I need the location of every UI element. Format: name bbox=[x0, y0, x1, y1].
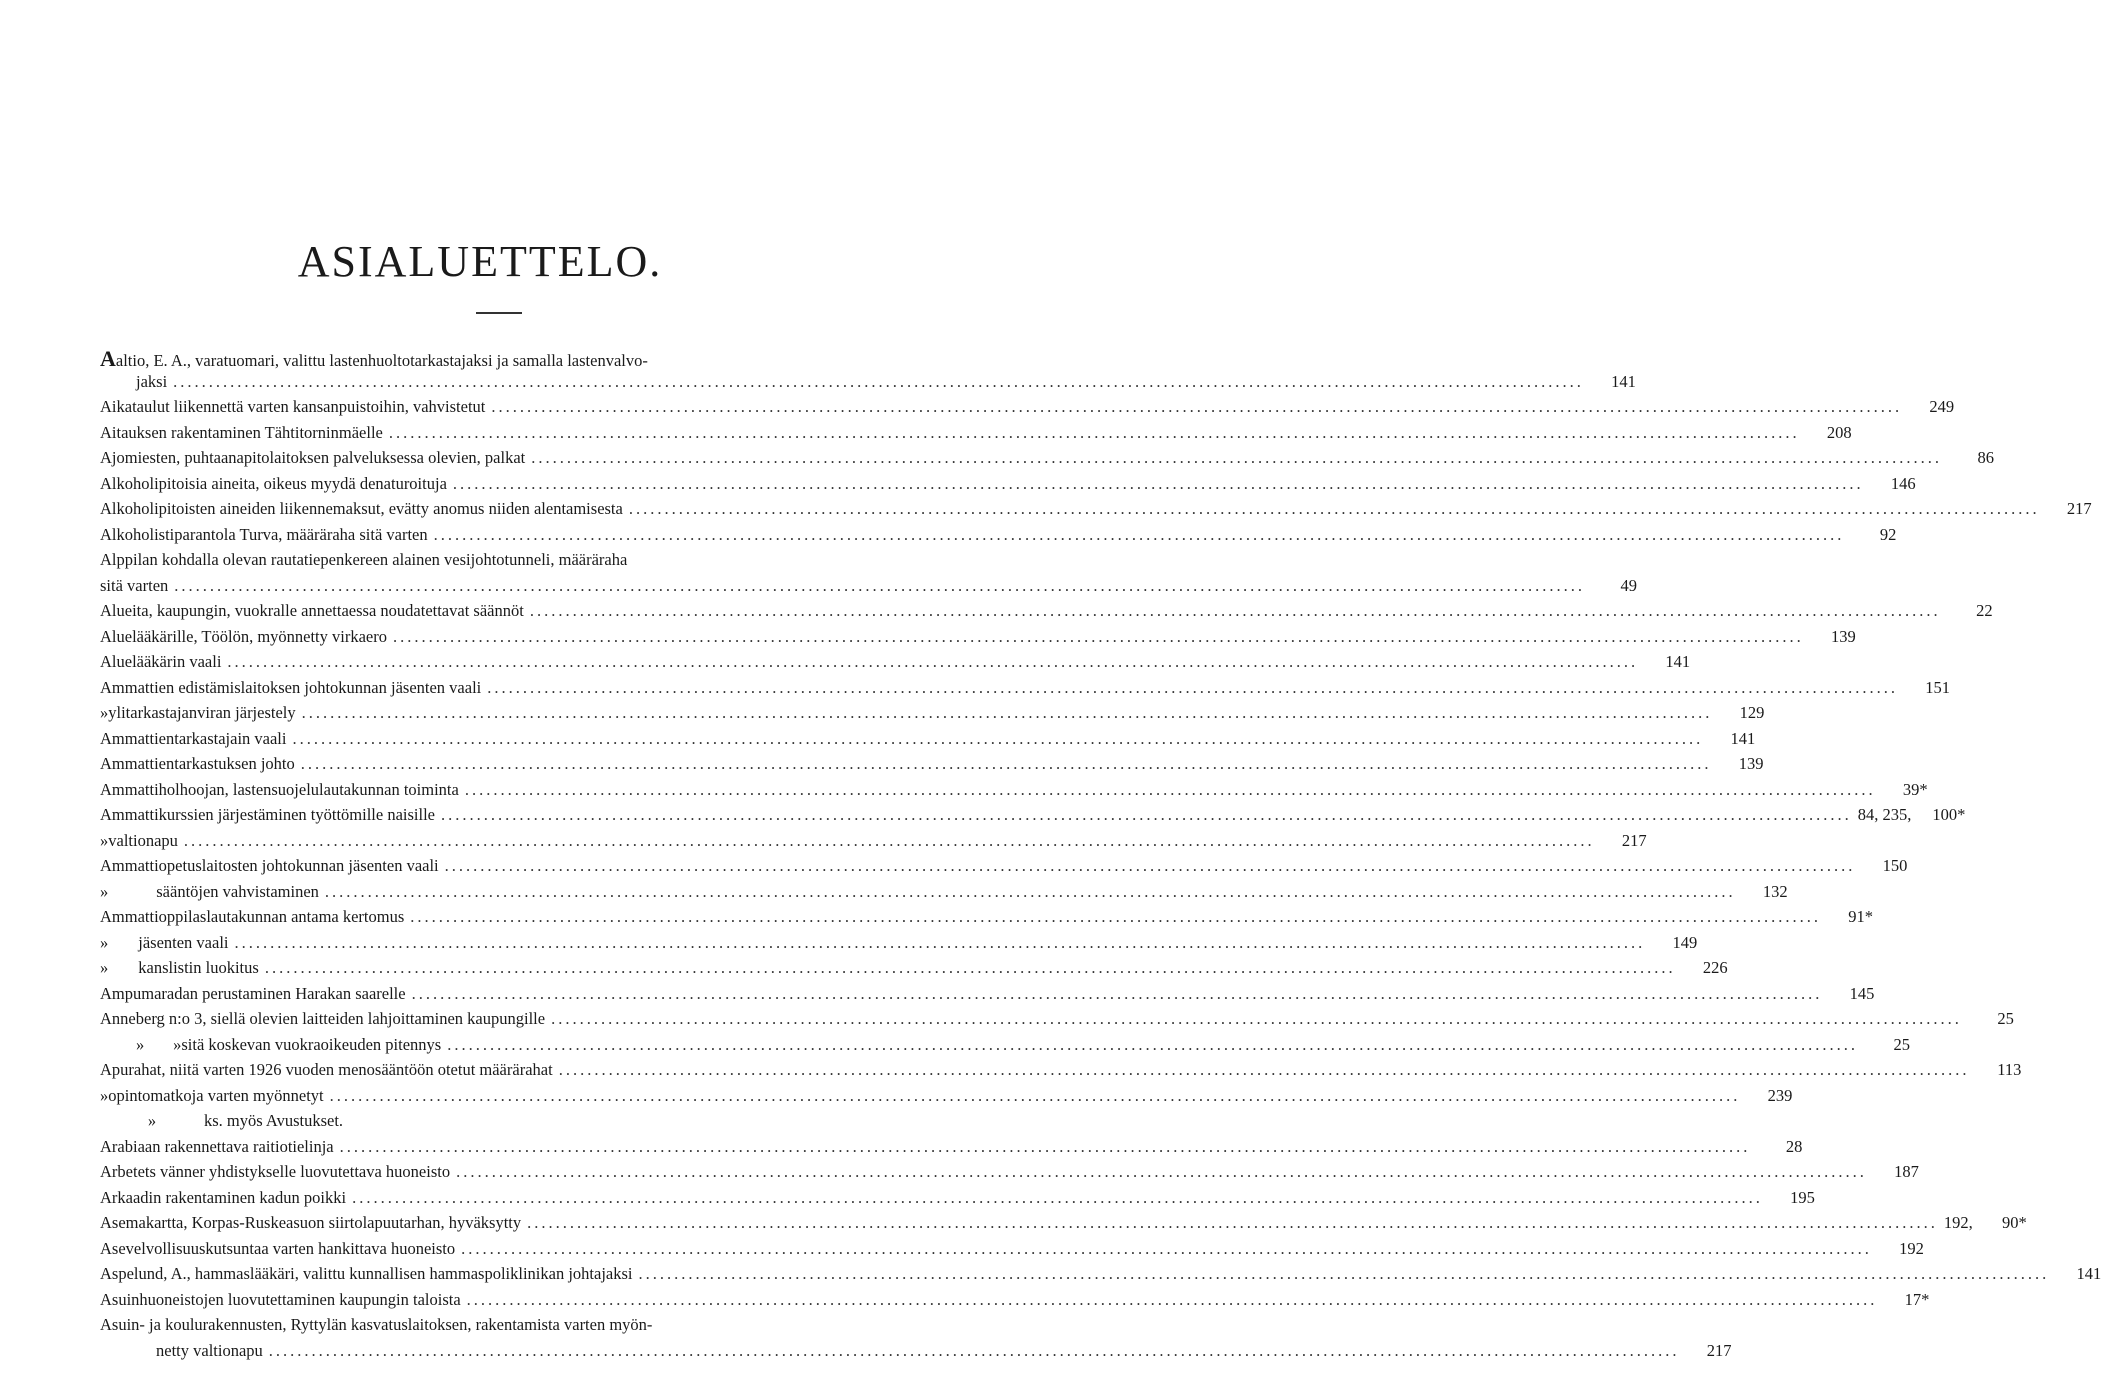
dot-leader bbox=[530, 601, 1941, 621]
entry-text: Ajomiesten, puhtaanapitolaitoksen palveluksessa olevien, palkat bbox=[100, 448, 526, 467]
index-entry bbox=[100, 932, 1698, 959]
page-number: 90* bbox=[2002, 1213, 2027, 1232]
dot-leader bbox=[410, 907, 1821, 927]
dot-leader bbox=[227, 652, 1638, 672]
page-references: 84, 235, bbox=[1857, 805, 1912, 824]
index-entry bbox=[100, 830, 1647, 857]
index-entry bbox=[100, 499, 2092, 525]
subject-index bbox=[100, 346, 2101, 1366]
page-number: 86 bbox=[1977, 448, 1994, 467]
entry-text: Arkaadin rakentaminen kadun poikki bbox=[100, 1187, 347, 1207]
index-entry bbox=[100, 1264, 2101, 1290]
entry-text: Ammattientarkastajain vaali bbox=[100, 728, 287, 748]
dot-leader bbox=[301, 754, 1712, 774]
index-entry bbox=[100, 728, 1756, 755]
page-number: 139 bbox=[1831, 626, 1856, 646]
index-entry bbox=[100, 1085, 1793, 1112]
initial-letter: A bbox=[100, 346, 116, 371]
page-number: 192 bbox=[1899, 1238, 1924, 1258]
entry-text: jäsenten vaali bbox=[138, 932, 229, 952]
entry-text: Ammattien edistämislaitoksen johtokunnan jäsenten vaali bbox=[100, 677, 482, 697]
dot-leader bbox=[173, 372, 1584, 392]
dot-leader bbox=[467, 1290, 1878, 1310]
entry-text: Aitauksen rakentaminen Tähtitorninmäelle bbox=[100, 422, 383, 442]
index-entry bbox=[100, 983, 1875, 1010]
page-number: 217 bbox=[1621, 830, 1647, 850]
dot-leader bbox=[531, 448, 1942, 468]
dot-leader bbox=[325, 882, 1736, 902]
page-number: 28 bbox=[1785, 1136, 1803, 1156]
page-number: 17* bbox=[1904, 1289, 1930, 1309]
page-number: 132 bbox=[1762, 881, 1788, 901]
dot-leader bbox=[551, 1009, 1962, 1029]
index-entry bbox=[100, 448, 1994, 474]
dot-leader bbox=[393, 627, 1804, 647]
entry-text: jaksi bbox=[136, 371, 168, 391]
page-number: 150 bbox=[1882, 856, 1908, 875]
index-entry bbox=[100, 958, 1728, 984]
page-number: 22 bbox=[1976, 601, 1993, 620]
page-number: 129 bbox=[1739, 703, 1765, 722]
dot-leader bbox=[302, 703, 1713, 723]
entry-text: Aspelund, A., hammaslääkäri, valittu kunnallisen hammaspoliklinikan johtajaksi bbox=[100, 1264, 633, 1283]
entry-text: Asevelvollisuuskutsuntaa varten hankittava huoneisto bbox=[100, 1238, 456, 1258]
dot-leader bbox=[235, 933, 1646, 953]
dot-leader bbox=[265, 958, 1676, 978]
dot-leader bbox=[629, 499, 2040, 519]
index-entry bbox=[100, 1162, 1919, 1188]
dot-leader bbox=[269, 1341, 1680, 1361]
entry-text: altio, E. A., varatuomari, valittu lastenhuoltotarkastajaksi ja samalla lastenvalvo- bbox=[115, 351, 648, 370]
dot-leader bbox=[456, 1162, 1867, 1182]
page-number: 141 bbox=[1665, 652, 1691, 671]
index-entry bbox=[100, 805, 1966, 831]
entry-text: Alkoholipitoisten aineiden liikennemaksut, evätty anomus niiden alentamisesta bbox=[100, 499, 623, 518]
page-number: 187 bbox=[1894, 1162, 1919, 1181]
ditto-mark: » bbox=[100, 932, 109, 952]
entry-text: Asuin- ja koulurakennusten, Ryttylän kasvatuslaitoksen, rakentamista varten myön- bbox=[100, 1315, 653, 1334]
index-entry bbox=[100, 881, 1788, 908]
index-entry bbox=[100, 754, 1764, 780]
page-number: 208 bbox=[1826, 422, 1852, 442]
page-number: 39* bbox=[1902, 779, 1928, 799]
dot-leader bbox=[184, 831, 1595, 851]
entry-text: Alueita, kaupungin, vuokralle annettaessa noudatettavat säännöt bbox=[100, 601, 524, 620]
entry-text: Asuinhuoneistojen luovutettaminen kaupungin taloista bbox=[100, 1289, 461, 1309]
page-number: 151 bbox=[1925, 677, 1950, 697]
ditto-mark: » bbox=[100, 881, 109, 901]
index-entry bbox=[100, 779, 1928, 806]
title-divider bbox=[476, 312, 522, 314]
index-entry bbox=[100, 907, 1874, 933]
dot-leader bbox=[487, 678, 1898, 698]
entry-text: Alkoholistiparantola Turva, määräraha sitä varten bbox=[100, 524, 428, 544]
entry-text: Asemakartta, Korpas-Ruskeasuon siirtolapuutarhan, hyväksytty bbox=[100, 1213, 522, 1232]
ditto-mark: » bbox=[100, 958, 109, 977]
ditto-mark: » » bbox=[136, 1034, 182, 1054]
page-number: 195 bbox=[1790, 1187, 1815, 1207]
page-number: 25 bbox=[1997, 1009, 2014, 1028]
dot-leader bbox=[174, 576, 1585, 596]
page-number: 217 bbox=[1706, 1340, 1732, 1360]
entry-text: valtionapu bbox=[108, 830, 178, 850]
page-number: 217 bbox=[2066, 499, 2092, 518]
index-entry bbox=[100, 371, 1636, 398]
page-references: 192, bbox=[1943, 1213, 1973, 1232]
page-number: 145 bbox=[1849, 983, 1875, 1003]
index-entry bbox=[100, 1009, 2014, 1035]
entry-text: Aikataulut liikennettä varten kansanpuistoihin, vahvistetut bbox=[100, 397, 486, 416]
dot-leader bbox=[445, 856, 1856, 876]
ditto-mark: » bbox=[147, 1111, 157, 1130]
entry-text: Ammattioppilaslautakunnan antama kertomus bbox=[100, 907, 405, 926]
entry-text: Ampumaradan perustaminen Harakan saarelle bbox=[100, 983, 406, 1003]
index-entry bbox=[100, 1238, 1924, 1265]
dot-leader bbox=[330, 1086, 1741, 1106]
dot-leader bbox=[292, 729, 1703, 749]
index-entry bbox=[100, 1187, 1815, 1214]
index-entry bbox=[100, 575, 1638, 602]
entry-text: Aluelääkärille, Töölön, myönnetty virkaero bbox=[100, 626, 387, 646]
index-entry bbox=[100, 1289, 1930, 1316]
dot-leader bbox=[527, 1213, 1938, 1233]
page-number: 141 bbox=[1730, 728, 1756, 748]
dot-leader bbox=[639, 1264, 2050, 1284]
index-entry bbox=[100, 524, 1897, 551]
ditto-mark: » bbox=[100, 830, 109, 850]
dot-leader bbox=[352, 1188, 1763, 1208]
page-number: 239 bbox=[1767, 1085, 1793, 1105]
dot-leader bbox=[465, 780, 1876, 800]
index-entry bbox=[100, 677, 1950, 704]
dot-leader bbox=[461, 1239, 1872, 1259]
page-number: 141 bbox=[2076, 1264, 2101, 1283]
index-entry bbox=[100, 652, 1691, 678]
entry-text: Ammattientarkastuksen johto bbox=[100, 754, 295, 773]
index-entry bbox=[100, 856, 1908, 882]
dot-leader bbox=[340, 1137, 1751, 1157]
index-entry bbox=[100, 422, 1852, 449]
page-number: 49 bbox=[1620, 575, 1638, 595]
index-entry-first-line bbox=[100, 550, 926, 576]
dot-leader bbox=[447, 1035, 1858, 1055]
ditto-mark: » bbox=[100, 703, 109, 722]
entry-text: ylitarkastajanviran järjestely bbox=[108, 703, 296, 722]
ditto-mark: » bbox=[100, 1085, 109, 1105]
page-number: 249 bbox=[1929, 397, 1955, 416]
entry-text: Apurahat, niitä varten 1926 vuoden menosääntöön otetut määrärahat bbox=[100, 1060, 553, 1079]
entry-text: netty valtionapu bbox=[156, 1340, 263, 1360]
page-number: 139 bbox=[1738, 754, 1764, 773]
entry-text: sitä varten bbox=[100, 575, 169, 595]
index-entry bbox=[100, 626, 1856, 653]
dot-leader bbox=[389, 423, 1800, 443]
entry-text: Arabiaan rakennettava raitiotielinja bbox=[100, 1136, 334, 1156]
index-entry-first-line bbox=[100, 346, 926, 372]
index-entry bbox=[100, 703, 1765, 729]
entry-text: sääntöjen vahvistaminen bbox=[156, 881, 319, 901]
index-entry bbox=[100, 1060, 2022, 1086]
page-number: 113 bbox=[1997, 1060, 2022, 1079]
page-number: 100* bbox=[1932, 805, 1966, 824]
page-number: 25 bbox=[1893, 1034, 1910, 1054]
index-entry-first-line bbox=[100, 1315, 926, 1341]
entry-text: opintomatkoja varten myönnetyt bbox=[108, 1085, 324, 1105]
page-number: 146 bbox=[1890, 473, 1916, 493]
index-entry bbox=[100, 1213, 2027, 1239]
dot-leader bbox=[559, 1060, 1970, 1080]
page-number: 92 bbox=[1879, 524, 1897, 544]
entry-text: Aluelääkärin vaali bbox=[100, 652, 222, 671]
index-entry bbox=[100, 397, 1955, 423]
dot-leader bbox=[412, 984, 1823, 1004]
entry-text: kanslistin luokitus bbox=[138, 958, 259, 977]
page-number: 149 bbox=[1672, 932, 1698, 952]
entry-text: Anneberg n:o 3, siellä olevien laitteiden lahjoittaminen kaupungille bbox=[100, 1009, 546, 1028]
index-entry bbox=[100, 1111, 926, 1137]
page-number: 141 bbox=[1611, 371, 1636, 391]
page-title: ASIALUETTELO. bbox=[297, 237, 663, 286]
page-number: 226 bbox=[1702, 958, 1728, 977]
dot-leader bbox=[441, 805, 1852, 825]
entry-text: Ammattiopetuslaitosten johtokunnan jäsenten vaali bbox=[100, 856, 439, 875]
page-number: 91* bbox=[1848, 907, 1874, 926]
entry-text: Alppilan kohdalla olevan rautatiepenkereen alainen vesijohtotunneli, määräraha bbox=[100, 550, 628, 569]
dot-leader bbox=[453, 474, 1864, 494]
entry-text: Ammattiholhoojan, lastensuojelulautakunnan toiminta bbox=[100, 779, 459, 799]
index-entry bbox=[100, 1034, 1910, 1061]
index-entry bbox=[100, 601, 1993, 627]
index-entry bbox=[100, 1340, 1732, 1367]
index-entry bbox=[100, 1136, 1803, 1163]
index-entry bbox=[100, 473, 1916, 500]
entry-text: Alkoholipitoisia aineita, oikeus myydä denaturoituja bbox=[100, 473, 447, 493]
dot-leader bbox=[434, 525, 1845, 545]
entry-text: sitä koskevan vuokraoikeuden pitennys bbox=[181, 1034, 442, 1054]
dot-leader bbox=[491, 397, 1902, 417]
entry-text: Arbetets vänner yhdistykselle luovutettava huoneisto bbox=[100, 1162, 451, 1181]
entry-text: Ammattikurssien järjestäminen työttömille naisille bbox=[100, 805, 435, 824]
entry-text: ks. myös Avustukset. bbox=[204, 1111, 344, 1130]
